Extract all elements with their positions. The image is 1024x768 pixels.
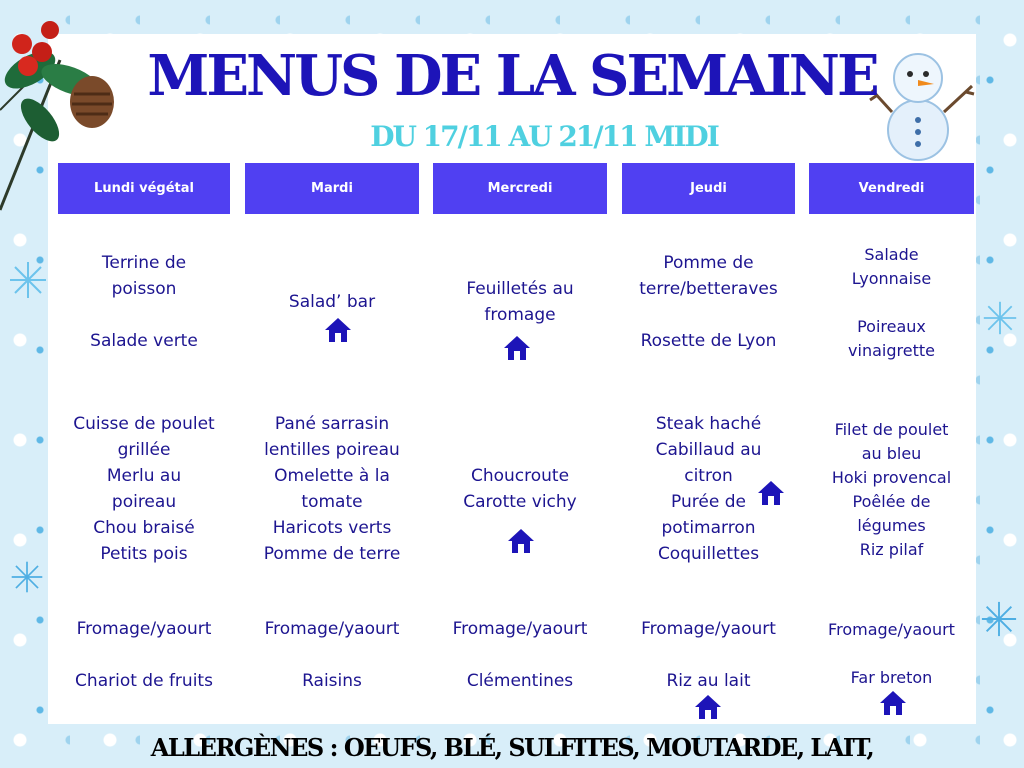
menu-line: Petits pois	[100, 544, 188, 564]
menu-line: poireau	[111, 492, 177, 512]
menu-line: Hoki provencal	[831, 468, 952, 487]
menu-line: Rosette de Lyon	[640, 331, 777, 351]
allergens-notice: ALLERGÈNES : OEUFS, BLÉ, SULFITES, MOUTARDE, LAIT,	[150, 733, 874, 762]
menu-line: citron	[684, 466, 733, 486]
wednesday-starter	[433, 276, 607, 328]
wednesday-main	[433, 463, 607, 515]
menu-line: Feuilletés au	[466, 279, 574, 299]
menu-line: Omelette à la	[274, 466, 390, 486]
menu-line: Purée de	[671, 492, 746, 512]
menu-line: Raisins	[302, 671, 362, 691]
menu-line: potimarron	[661, 518, 756, 538]
menu-line: Merlu au	[106, 466, 182, 486]
tuesday-starter	[245, 289, 419, 315]
menu-line: légumes	[857, 516, 926, 535]
menu-line: Poireaux	[857, 317, 926, 336]
menu-line: vinaigrette	[848, 341, 935, 360]
house-icon	[323, 315, 353, 345]
menu-line: Filet de poulet	[834, 420, 949, 439]
menu-line: fromage	[484, 305, 556, 325]
menu-line: Pomme de	[663, 253, 754, 273]
menu-line: Fromage/yaourt	[76, 619, 212, 639]
day-header-friday: Vendredi	[809, 163, 974, 214]
menu-line: Fromage/yaourt	[641, 619, 776, 639]
thursday-dessert	[622, 616, 795, 694]
menu-line: lentilles poireau	[264, 440, 400, 460]
house-icon	[693, 692, 723, 722]
menu-line: Lyonnaise	[851, 269, 932, 288]
snowflake-icon	[982, 300, 1018, 336]
menu-line: Choucroute	[470, 466, 570, 486]
menu-line: grillée	[117, 440, 171, 460]
menu-line: Poêlée de	[852, 492, 931, 511]
menu-line: tomate	[301, 492, 363, 512]
menu-line: Far breton	[850, 668, 933, 687]
menu-line: Pané sarrasin	[274, 414, 390, 434]
menu-line: Coquillettes	[657, 544, 760, 564]
menu-line: Fromage/yaourt	[264, 619, 400, 639]
tuesday-main	[245, 411, 419, 567]
snowflake-icon	[8, 260, 48, 300]
day-header-wednesday: Mercredi	[433, 163, 607, 214]
page-title: MENUS DE LA SEMAINE	[147, 43, 877, 109]
snowflake-icon	[980, 600, 1018, 638]
menu-line: Haricots verts	[272, 518, 392, 538]
menu-line: Pomme de terre	[263, 544, 401, 564]
monday-starter	[58, 250, 230, 354]
menu-line: Terrine de	[101, 253, 187, 273]
menu-line: Salad’ bar	[288, 292, 376, 312]
menu-line: Cabillaud au	[655, 440, 762, 460]
house-icon	[506, 526, 536, 556]
friday-main	[809, 418, 974, 562]
menu-line: Salade verte	[90, 331, 198, 351]
tuesday-dessert	[245, 616, 419, 694]
friday-dessert	[809, 618, 974, 690]
menu-line: au bleu	[861, 444, 922, 463]
house-icon	[502, 333, 532, 363]
snowflake-icon	[10, 560, 44, 594]
menu-line: Salade	[864, 245, 919, 264]
wednesday-dessert	[433, 616, 607, 694]
menu-line: Fromage/yaourt	[452, 619, 588, 639]
house-icon	[756, 478, 786, 508]
menu-line: Riz au lait	[666, 671, 751, 691]
menu-line: Clémentines	[466, 671, 574, 691]
menu-line: Cuisse de poulet	[73, 414, 215, 434]
thursday-starter	[622, 250, 795, 354]
menu-line: Riz pilaf	[859, 540, 924, 559]
day-header-thursday: Jeudi	[622, 163, 795, 214]
day-header-tuesday: Mardi	[245, 163, 419, 214]
menu-line: Chariot de fruits	[75, 671, 213, 691]
house-icon	[878, 688, 908, 718]
friday-starter	[809, 243, 974, 363]
menu-line: Chou braisé	[93, 518, 195, 538]
menu-line: Carotte vichy	[463, 492, 577, 512]
menu-line: poisson	[111, 279, 177, 299]
day-header-monday: Lundi végétal	[58, 163, 230, 214]
menu-line: Steak haché	[655, 414, 762, 434]
menu-line: Fromage/yaourt	[828, 620, 955, 639]
date-range-subtitle: DU 17/11 AU 21/11 MIDI	[370, 120, 718, 153]
menu-line: terre/betteraves	[639, 279, 778, 299]
monday-dessert	[58, 616, 230, 694]
monday-main	[58, 411, 230, 567]
